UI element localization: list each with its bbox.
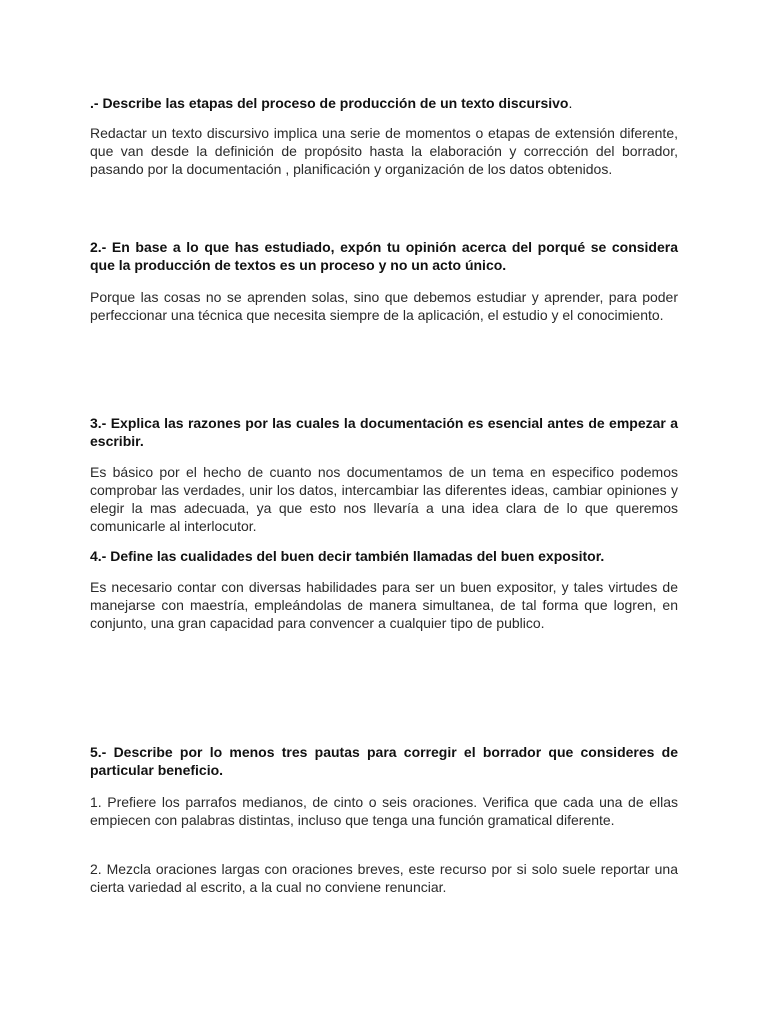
question-1: [90, 94, 678, 112]
question-1-tail: .: [568, 95, 573, 111]
question-2: 2.- En base a lo que has estudiado, expón tu opinión acerca del porqué se considera que la producción de textos es un proceso y no un acto único.: [90, 239, 678, 273]
question-5: 5.- Describe por lo menos tres pautas para corregir el borrador que consideres de particular beneficio.: [90, 744, 678, 778]
answer-1: Redactar un texto discursivo implica una serie de momentos o etapas de extensión diferente, que van desde la definición de propósito hasta la elaboración y corrección del borrador, pasando por la documentación , planificación y organización de los datos obtenidos.: [90, 125, 678, 177]
answer-2: Porque las cosas no se aprenden solas, sino que debemos estudiar y aprender, para poder perfeccionar una técnica que necesita siempre de la aplicación, el estudio y el conocimiento.: [90, 289, 678, 323]
question-1-text: .- Describe las etapas del proceso de producción de un texto discursivo: [90, 95, 569, 111]
answer-5-item-2: 2. Mezcla oraciones largas con oraciones breves, este recurso por si solo suele reportar una cierta variedad al escrito, a la cual no conviene renunciar.: [90, 861, 678, 895]
answer-3: Es básico por el hecho de cuanto nos documentamos de un tema en especifico podemos comprobar las verdades, unir los datos, intercambiar las diferentes ideas, cambiar opiniones y elegir la mas adecuada, ya que esto nos llevaría a una idea clara de lo que queremos comunicarle al interlocutor.: [90, 464, 678, 534]
answer-4: Es necesario contar con diversas habilidades para ser un buen expositor, y tales virtudes de manejarse con maestría, empleándolas de manera simultanea, de tal forma que logren, en conjunto, una gran capacidad para convencer a cualquier tipo de publico.: [90, 579, 678, 631]
question-4: 4.- Define las cualidades del buen decir también llamadas del buen expositor.: [90, 548, 605, 564]
question-3: 3.- Explica las razones por las cuales la documentación es esencial antes de empezar a escribir.: [90, 415, 678, 449]
answer-5-item-1: 1. Prefiere los parrafos medianos, de cinto o seis oraciones. Verifica que cada una de ellas empiecen con palabras distintas, incluso que tenga una función gramatical diferente.: [90, 794, 678, 828]
